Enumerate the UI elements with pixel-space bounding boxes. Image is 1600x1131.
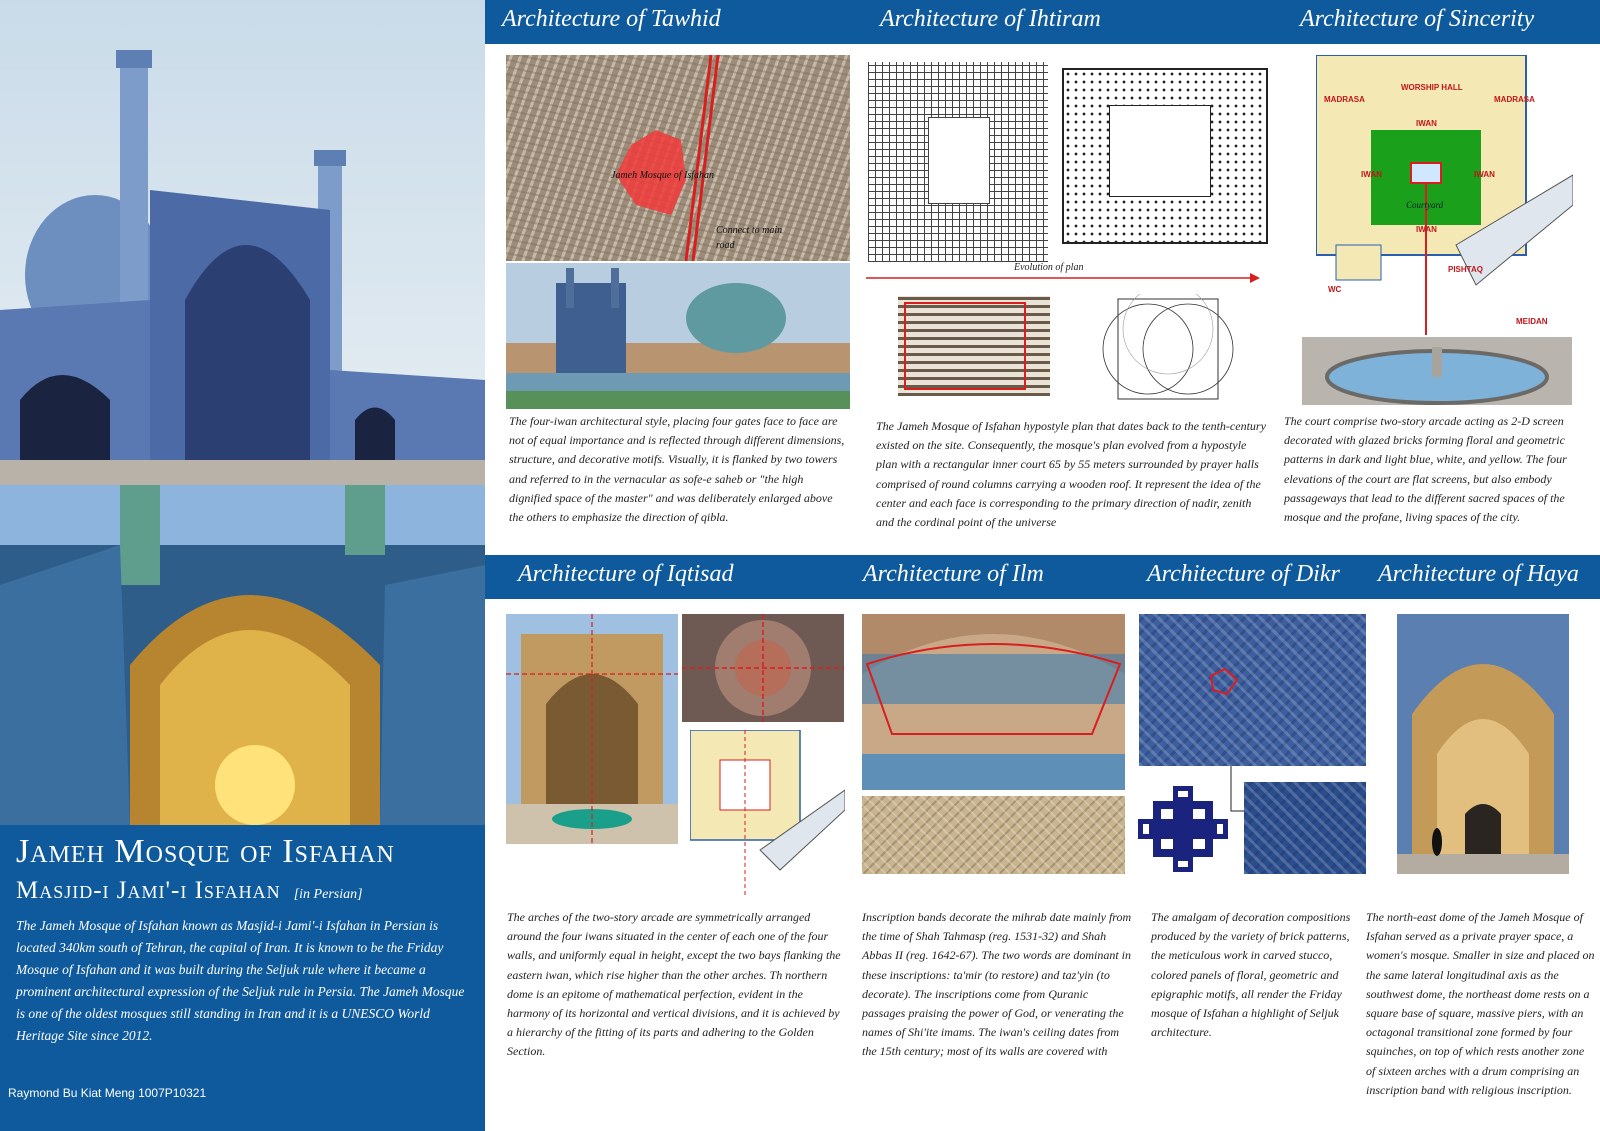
map-label: Jameh Mosque of Isfahan xyxy=(611,170,715,181)
plan-label-iwan-left: IWAN xyxy=(1361,170,1382,179)
section-title-haya: Architecture of Haya xyxy=(1378,561,1579,587)
bottom-banner xyxy=(485,555,1600,599)
square-kufic-diagram xyxy=(1138,786,1228,872)
iwan-axis-photo xyxy=(506,614,678,844)
section-title-ilm: Architecture of Ilm xyxy=(863,561,1044,587)
plan-label-worship-hall: WORSHIP HALL xyxy=(1401,83,1463,92)
section-text-haya: The north-east dome of the Jameh Mosque of Isfahan served as a private prayer space, a women's mosque. Smaller in size and placed on the same lateral longitudinal axis as the southwest dome, the northeast dome rests on a square base of square, massive piers, with an octagonal transitional zone formed by four squinches, on top of which rests another zone of sixteen arches with a drum comprising an inscription band with religious inscription. xyxy=(1366,910,1595,1097)
hero-title-panel xyxy=(0,825,485,1131)
section-title-ihtiram: Architecture of Ihtiram xyxy=(880,6,1101,32)
plan-label-pishtaq: PISHTAQ xyxy=(1448,265,1483,274)
aerial-map-photo xyxy=(506,55,850,261)
iqtisad-plan-diagram xyxy=(690,730,845,895)
section-title-dikr: Architecture of Dikr xyxy=(1147,561,1340,587)
plan-label-madrasa-left: MADRASA xyxy=(1324,95,1365,104)
plan-label-iwan-bottom: IWAN xyxy=(1416,225,1437,234)
hero-title: Jameh Mosque of Isfahan xyxy=(16,833,395,870)
naqsh-square-photo xyxy=(506,263,850,409)
section-text-sincerity: The court comprise two-story arcade acting as 2-D screen decorated with glazed bricks forming floral and geometric patterns in dark and light blue, white, and yellow. The four elevations of the court are flat screens, but also embody passageways that lead to the different sacred spaces of the mosque and the profane, living spaces of the city. xyxy=(1284,414,1567,525)
plan-label-meidan: MEIDAN xyxy=(1516,317,1548,326)
plan-label-iwan-top: IWAN xyxy=(1416,119,1437,128)
hero-subtitle: Masjid-i Jami'-i Isfahan xyxy=(16,877,281,904)
kufic-tile-photo xyxy=(898,296,1050,396)
section-text-tawhid: The four-iwan architectural style, placing four gates face to face are not of equal importance and is reflected through different dimensions, structure, and decorative motifs. Visually, it is flanked by two towers and referred to in the vernacular as sofe-e saheb or "the high dignified space of the master" and was deliberately enlarged above the others to emphasize the direction of qibla. xyxy=(509,414,845,525)
courtyard-plan-diagram xyxy=(1316,55,1573,335)
evolution-label: Evolution of plan xyxy=(1014,262,1084,273)
section-title-tawhid: Architecture of Tawhid xyxy=(502,6,721,32)
mihrab-ceiling-photo xyxy=(862,614,1125,790)
plan-label-iwan-right: IWAN xyxy=(1474,170,1495,179)
top-banner xyxy=(485,0,1600,44)
road-label-line1: Connect to main xyxy=(716,225,783,236)
section-text-ilm: Inscription bands decorate the mihrab date mainly from the time of Shah Tahmasp (reg. 1531-32) and Shah Abbas II (reg. 1642-67). The two words are dominant in these inscriptions: ta'mir (to restore) and taz'yin (to decorate). The inscriptions come from Quranic passages praising the power of God, or venerating the names of Shi'ite imams. The iwan's ceiling dates from the 15th century; most of its walls are covered with xyxy=(862,910,1132,1059)
hero-description: The Jameh Mosque of Isfahan known as Masjid-i Jami'-i Isfahan in Persian is located 340km south of Tehran, the capital of Iran. It is known to be the Friday Mosque of Isfahan and it was built during the Seljuk rule where it became a prominent architectural expression of the Seljuk rule in Persia. The Jameh Mosque is one of the oldest mosques still standing in Iran and it is a UNESCO World Heritage Site since 2012. xyxy=(16,918,465,1043)
section-text-ihtiram: The Jameh Mosque of Isfahan hypostyle plan that dates back to the tenth-century existed on the site. Consequently, the mosque's plan evolved from a hypostyle plan with a rectangular inner court 65 by 55 meters surrounded by prayer halls comprised of round columns carrying a wooden roof. It represent the idea of the center and each face is corresponding to the primary direction of nadir, zenith and the cordinal point of the universe xyxy=(876,419,1266,530)
hypostyle-plan-early xyxy=(868,62,1048,262)
muqarnas-iwan-photo xyxy=(0,485,485,825)
plan-label-wc: WC xyxy=(1328,285,1342,294)
plan-label-madrasa-right: MADRASA xyxy=(1494,95,1535,104)
hero-subtitle-row xyxy=(16,877,363,905)
floral-tile-photo xyxy=(1244,782,1366,874)
section-text-iqtisad: The arches of the two-story arcade are symmetrically arranged around the four iwans situated in the center of each one of the four walls, and uniformly equal in height, except the two bays flanking the eastern iwan, which rise higher than the other arches. Th northern dome is an epitome of mathematical perfection, evident in the harmony of its horizontal and vertical divisions, and it is achieved by a hierarchy of the fitting of its parts and adhering to the Golden Section. xyxy=(507,910,841,1059)
geometric-pattern-diagram xyxy=(1098,294,1238,404)
section-text-dikr: The amalgam of decoration compositions produced by the variety of brick patterns, the meticulous work in carved stucco, colored panels of floral, geometric and epigraphic motifs, all render the Friday mosque of Isfahan a highlight of Seljuk architecture. xyxy=(1151,910,1351,1040)
road-label-line2: road xyxy=(716,240,735,251)
plan-label-courtyard: Courtyard xyxy=(1406,200,1444,210)
dome-axis-photo xyxy=(682,614,844,722)
fountain-pool-photo xyxy=(1302,337,1572,405)
northeast-dome-iwan-photo xyxy=(1397,614,1569,874)
mosque-exterior-photo xyxy=(0,0,485,485)
hypostyle-plan-later xyxy=(1062,68,1268,244)
calligraphy-inscription-photo xyxy=(862,796,1125,874)
evolution-arrow xyxy=(866,272,1260,284)
author-credit: Raymond Bu Kiat Meng 1007P10321 xyxy=(8,1086,207,1100)
brick-pattern-photo xyxy=(1139,614,1366,766)
section-title-sincerity: Architecture of Sincerity xyxy=(1300,6,1535,32)
hero-subtitle-note: [in Persian] xyxy=(293,887,363,902)
section-title-iqtisad: Architecture of Iqtisad xyxy=(518,561,734,587)
